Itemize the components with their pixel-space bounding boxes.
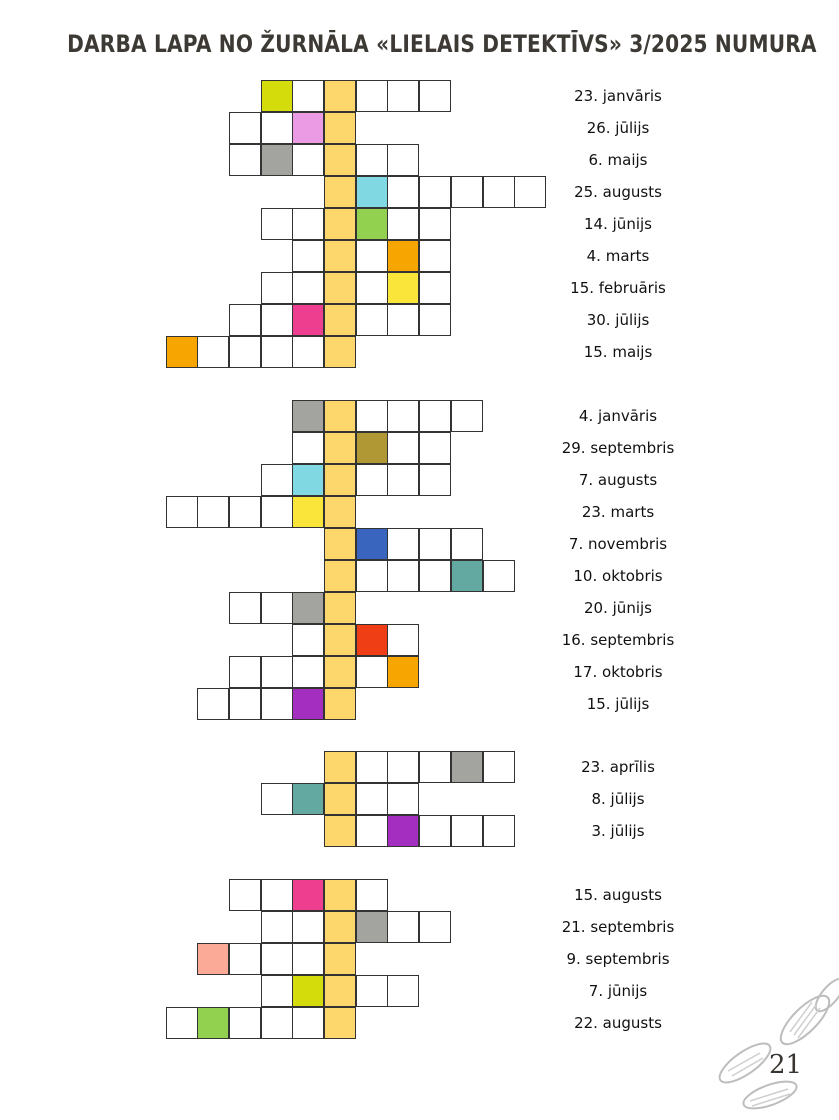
grid-cell[interactable]	[356, 560, 388, 592]
clue-date: 29. septembris	[561, 439, 675, 457]
grid-cell[interactable]	[356, 144, 388, 176]
grid-cell[interactable]	[387, 208, 419, 240]
colored-cell[interactable]	[356, 208, 388, 240]
grid-cell[interactable]	[261, 272, 293, 304]
grid-cell[interactable]	[229, 656, 261, 688]
grid-cell[interactable]	[451, 528, 483, 560]
grid-cell[interactable]	[261, 336, 293, 368]
answer-column-cell[interactable]	[324, 943, 356, 975]
colored-cell[interactable]	[387, 656, 419, 688]
colored-cell[interactable]	[292, 112, 324, 144]
grid-cell[interactable]	[229, 496, 261, 528]
grid-cell[interactable]	[229, 943, 261, 975]
grid-cell[interactable]	[356, 975, 388, 1007]
grid-cell[interactable]	[261, 464, 293, 496]
grid-cell[interactable]	[387, 464, 419, 496]
grid-cell[interactable]	[419, 528, 451, 560]
grid-cell[interactable]	[356, 879, 388, 911]
clue-date: 15. augusts	[574, 886, 662, 904]
answer-column-cell[interactable]	[324, 624, 356, 656]
colored-cell[interactable]	[261, 80, 293, 112]
colored-cell[interactable]	[451, 751, 483, 783]
colored-cell[interactable]	[292, 400, 324, 432]
grid-cell[interactable]	[451, 400, 483, 432]
grid-cell[interactable]	[419, 432, 451, 464]
grid-cell[interactable]	[261, 783, 293, 815]
colored-cell[interactable]	[356, 432, 388, 464]
grid-cell[interactable]	[419, 272, 451, 304]
grid-cell[interactable]	[483, 176, 515, 208]
colored-cell[interactable]	[292, 879, 324, 911]
clue-date: 17. oktobris	[573, 663, 663, 681]
grid-cell[interactable]	[419, 464, 451, 496]
grid-cell[interactable]	[261, 975, 293, 1007]
clue-date: 4. marts	[586, 247, 650, 265]
grid-cell[interactable]	[387, 783, 419, 815]
answer-column-cell[interactable]	[324, 911, 356, 943]
grid-cell[interactable]	[356, 815, 388, 847]
clue-date: 15. februāris	[570, 279, 666, 297]
grid-cell[interactable]	[387, 751, 419, 783]
grid-cell[interactable]	[483, 560, 515, 592]
clue-date: 14. jūnijs	[584, 215, 652, 233]
colored-cell[interactable]	[356, 624, 388, 656]
grid-cell[interactable]	[292, 656, 324, 688]
colored-cell[interactable]	[197, 943, 229, 975]
grid-cell[interactable]	[166, 496, 198, 528]
grid-cell[interactable]	[261, 208, 293, 240]
grid-cell[interactable]	[419, 80, 451, 112]
grid-cell[interactable]	[197, 496, 229, 528]
answer-column-cell[interactable]	[324, 815, 356, 847]
grid-cell[interactable]	[387, 176, 419, 208]
grid-cell[interactable]	[229, 144, 261, 176]
answer-column-cell[interactable]	[324, 272, 356, 304]
clue-date: 8. jūlijs	[591, 790, 645, 808]
grid-cell[interactable]	[419, 208, 451, 240]
answer-column-cell[interactable]	[324, 432, 356, 464]
grid-cell[interactable]	[419, 560, 451, 592]
grid-cell[interactable]	[419, 304, 451, 336]
clue-date: 22. augusts	[574, 1014, 662, 1032]
clue-date: 23. aprīlis	[581, 758, 655, 776]
answer-column-cell[interactable]	[324, 112, 356, 144]
grid-cell[interactable]	[514, 176, 546, 208]
footprint-decoration-icon	[700, 975, 839, 1115]
answer-column-cell[interactable]	[324, 528, 356, 560]
answer-column-cell[interactable]	[324, 400, 356, 432]
grid-cell[interactable]	[356, 304, 388, 336]
grid-cell[interactable]	[387, 975, 419, 1007]
grid-cell[interactable]	[419, 751, 451, 783]
grid-cell[interactable]	[261, 1007, 293, 1039]
grid-cell[interactable]	[356, 751, 388, 783]
grid-cell[interactable]	[292, 336, 324, 368]
grid-cell[interactable]	[387, 432, 419, 464]
answer-column-cell[interactable]	[324, 879, 356, 911]
colored-cell[interactable]	[292, 688, 324, 720]
grid-cell[interactable]	[387, 144, 419, 176]
clue-date: 7. novembris	[568, 535, 668, 553]
grid-cell[interactable]	[166, 1007, 198, 1039]
colored-cell[interactable]	[166, 336, 198, 368]
grid-cell[interactable]	[292, 272, 324, 304]
grid-cell[interactable]	[197, 336, 229, 368]
answer-column-cell[interactable]	[324, 80, 356, 112]
answer-column-cell[interactable]	[324, 496, 356, 528]
colored-cell[interactable]	[451, 560, 483, 592]
grid-cell[interactable]	[292, 208, 324, 240]
grid-cell[interactable]	[419, 400, 451, 432]
grid-cell[interactable]	[451, 176, 483, 208]
colored-cell[interactable]	[292, 783, 324, 815]
grid-cell[interactable]	[356, 80, 388, 112]
clue-date: 10. oktobris	[573, 567, 663, 585]
answer-column-cell[interactable]	[324, 688, 356, 720]
grid-cell[interactable]	[356, 656, 388, 688]
grid-cell[interactable]	[387, 528, 419, 560]
colored-cell[interactable]	[356, 528, 388, 560]
grid-cell[interactable]	[419, 240, 451, 272]
grid-cell[interactable]	[356, 272, 388, 304]
colored-cell[interactable]	[292, 975, 324, 1007]
clue-date: 23. marts	[581, 503, 655, 521]
answer-column-cell[interactable]	[324, 176, 356, 208]
colored-cell[interactable]	[292, 496, 324, 528]
colored-cell[interactable]	[387, 815, 419, 847]
grid-cell[interactable]	[356, 400, 388, 432]
grid-cell[interactable]	[292, 240, 324, 272]
answer-column-cell[interactable]	[324, 656, 356, 688]
clue-date: 26. jūlijs	[586, 119, 650, 137]
answer-column-cell[interactable]	[324, 336, 356, 368]
clue-date: 20. jūnijs	[584, 599, 652, 617]
page-number: 21	[769, 1050, 803, 1080]
grid-cell[interactable]	[261, 592, 293, 624]
grid-cell[interactable]	[356, 783, 388, 815]
colored-cell[interactable]	[356, 911, 388, 943]
answer-column-cell[interactable]	[324, 592, 356, 624]
colored-cell[interactable]	[356, 176, 388, 208]
answer-column-cell[interactable]	[324, 304, 356, 336]
answer-column-cell[interactable]	[324, 240, 356, 272]
grid-cell[interactable]	[356, 464, 388, 496]
clue-date: 3. jūlijs	[591, 822, 645, 840]
grid-cell[interactable]	[387, 560, 419, 592]
grid-cell[interactable]	[419, 176, 451, 208]
grid-cell[interactable]	[292, 144, 324, 176]
grid-cell[interactable]	[356, 240, 388, 272]
clue-date: 15. maijs	[583, 343, 653, 361]
clue-date: 7. jūnijs	[588, 982, 648, 1000]
clue-date: 30. jūlijs	[586, 311, 650, 329]
answer-column-cell[interactable]	[324, 975, 356, 1007]
grid-cell[interactable]	[261, 911, 293, 943]
clue-date: 15. jūlijs	[586, 695, 650, 713]
grid-cell[interactable]	[261, 112, 293, 144]
answer-column-cell[interactable]	[324, 783, 356, 815]
grid-cell[interactable]	[261, 496, 293, 528]
grid-cell[interactable]	[229, 592, 261, 624]
grid-cell[interactable]	[229, 1007, 261, 1039]
grid-cell[interactable]	[292, 432, 324, 464]
colored-cell[interactable]	[292, 304, 324, 336]
grid-cell[interactable]	[387, 304, 419, 336]
grid-cell[interactable]	[197, 688, 229, 720]
answer-column-cell[interactable]	[324, 464, 356, 496]
grid-cell[interactable]	[229, 879, 261, 911]
clue-date: 21. septembris	[561, 918, 675, 936]
colored-cell[interactable]	[292, 464, 324, 496]
grid-cell[interactable]	[483, 815, 515, 847]
grid-cell[interactable]	[261, 688, 293, 720]
grid-cell[interactable]	[292, 1007, 324, 1039]
grid-cell[interactable]	[292, 80, 324, 112]
answer-column-cell[interactable]	[324, 1007, 356, 1039]
clue-date: 9. septembris	[566, 950, 670, 968]
grid-cell[interactable]	[292, 911, 324, 943]
clue-date: 16. septembris	[561, 631, 675, 649]
grid-cell[interactable]	[387, 624, 419, 656]
grid-cell[interactable]	[419, 815, 451, 847]
clue-date: 4. janvāris	[578, 407, 658, 425]
answer-column-cell[interactable]	[324, 208, 356, 240]
grid-cell[interactable]	[483, 751, 515, 783]
colored-cell[interactable]	[387, 240, 419, 272]
grid-cell[interactable]	[261, 656, 293, 688]
grid-cell[interactable]	[387, 80, 419, 112]
page-title: DARBA LAPA NO ŽURNĀLA «LIELAIS DETEKTĪVS» 3/2025 NUMURA	[67, 30, 817, 58]
grid-cell[interactable]	[229, 688, 261, 720]
grid-cell[interactable]	[451, 815, 483, 847]
answer-column-cell[interactable]	[324, 144, 356, 176]
grid-cell[interactable]	[292, 943, 324, 975]
colored-cell[interactable]	[292, 592, 324, 624]
grid-cell[interactable]	[261, 879, 293, 911]
grid-cell[interactable]	[229, 304, 261, 336]
grid-cell[interactable]	[229, 336, 261, 368]
grid-cell[interactable]	[229, 112, 261, 144]
answer-column-cell[interactable]	[324, 560, 356, 592]
grid-cell[interactable]	[261, 304, 293, 336]
clue-date: 23. janvāris	[574, 87, 662, 105]
answer-column-cell[interactable]	[324, 751, 356, 783]
grid-cell[interactable]	[292, 624, 324, 656]
clue-date: 7. augusts	[578, 471, 658, 489]
grid-cell[interactable]	[261, 943, 293, 975]
grid-cell[interactable]	[419, 911, 451, 943]
grid-cell[interactable]	[387, 911, 419, 943]
colored-cell[interactable]	[261, 144, 293, 176]
colored-cell[interactable]	[387, 272, 419, 304]
grid-cell[interactable]	[387, 400, 419, 432]
clue-date: 6. maijs	[588, 151, 648, 169]
colored-cell[interactable]	[197, 1007, 229, 1039]
clue-date: 25. augusts	[574, 183, 662, 201]
